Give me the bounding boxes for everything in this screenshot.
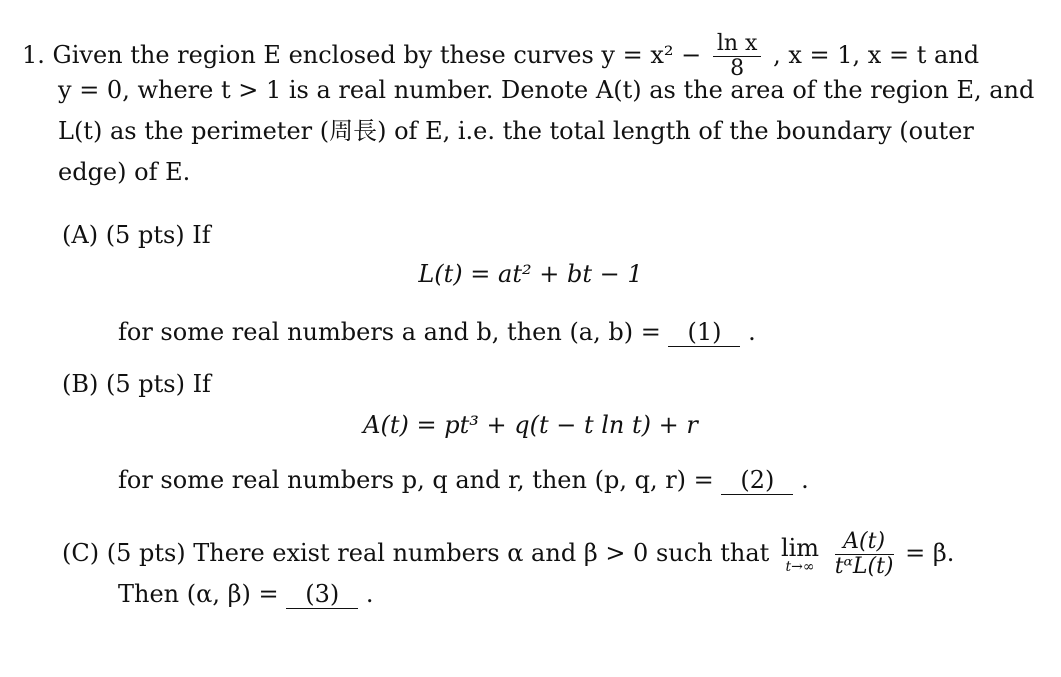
answer-blank-3[interactable]: (3) — [286, 580, 358, 609]
problem-line-2: y = 0, where t > 1 is a real number. Denote A(t) as the area of the region E, and — [58, 76, 1035, 104]
answer-blank-2[interactable]: (2) — [721, 466, 793, 495]
limit-operator — [780, 533, 820, 575]
limit-subscript: t→∞ — [785, 558, 815, 575]
part-b-equation: A(t) = pt³ + q(t − t ln t) + r — [363, 411, 698, 439]
part-c-line — [62, 530, 954, 579]
part-a-period: . — [748, 318, 756, 346]
answer-blank-1[interactable]: (1) — [668, 318, 740, 347]
problem-line-1-b: , x = 1, x = t and — [773, 41, 980, 69]
part-b-sentence — [118, 466, 809, 495]
part-b-label: (B) (5 pts) If — [62, 370, 211, 398]
part-a-sentence — [118, 318, 756, 347]
part-a-sentence-text: for some real numbers a and b, then (a, b) = — [118, 318, 661, 346]
problem-line-1-a: Given the region E enclosed by these curves y = x² − — [52, 41, 702, 69]
fraction-denominator: 8 — [730, 56, 745, 81]
part-c-then-line — [118, 580, 373, 609]
limit-fraction — [835, 530, 894, 579]
part-c-period: . — [365, 580, 374, 608]
limit-word: lim — [780, 533, 820, 562]
limit-fraction-numerator: A(t) — [835, 530, 894, 555]
fraction-numerator: ln x — [713, 32, 762, 57]
problem-line-4: edge) of E. — [58, 158, 191, 186]
part-c-text: (C) (5 pts) There exist real numbers α and β > 0 such that — [62, 539, 770, 567]
part-a-label: (A) (5 pts) If — [62, 221, 211, 249]
part-b-sentence-text: for some real numbers p, q and r, then (p, q, r) = — [118, 466, 714, 494]
part-c-equals-beta: = β. — [905, 539, 955, 567]
problem-line-3: L(t) as the perimeter (周長) of E, i.e. the total length of the boundary (outer — [58, 117, 974, 145]
ln-x-over-8-fraction — [713, 32, 762, 81]
problem-number: 1. — [22, 41, 45, 69]
part-c-then-text: Then (α, β) = — [118, 580, 279, 608]
problem-line-1 — [22, 32, 979, 81]
part-a-equation: L(t) = at² + bt − 1 — [418, 260, 643, 288]
limit-fraction-denominator: tᵅL(t) — [834, 554, 894, 579]
part-b-period: . — [801, 466, 809, 494]
